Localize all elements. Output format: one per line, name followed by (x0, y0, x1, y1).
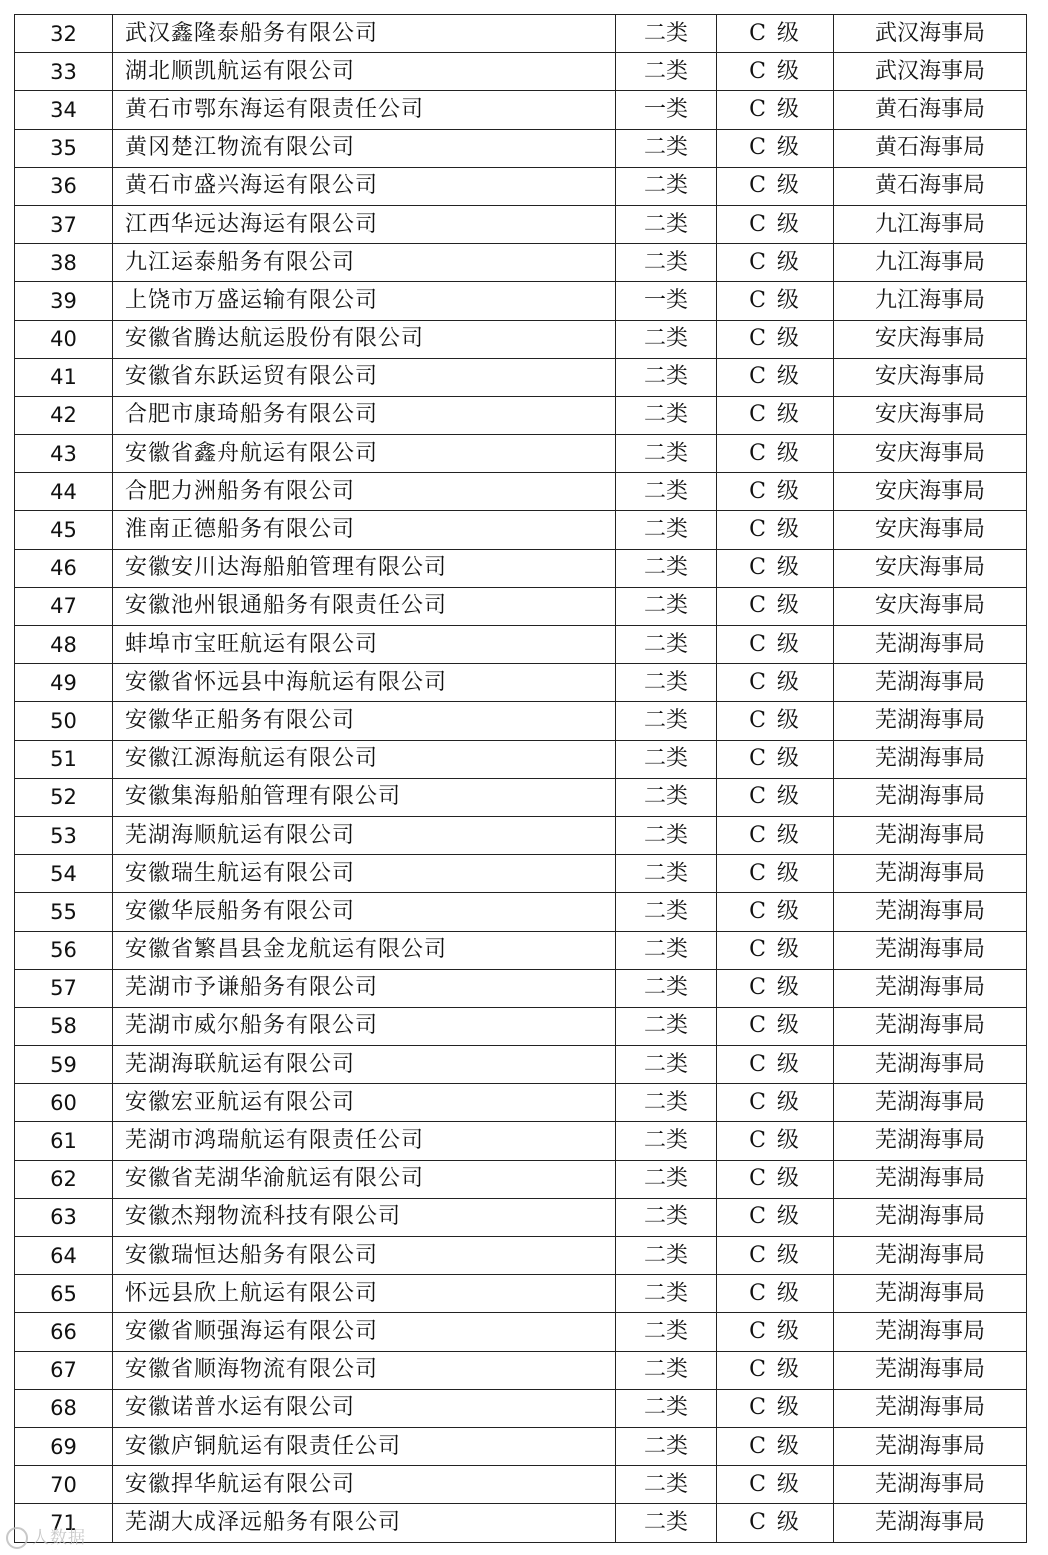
bureau-cell: 芜湖海事局 (834, 1427, 1027, 1465)
company-name: 安徽华辰船务有限公司 (113, 893, 616, 931)
company-name: 芜湖海联航运有限公司 (113, 1046, 616, 1084)
table-row (15, 282, 1027, 320)
grade-cell: C 级 (717, 1198, 834, 1236)
row-number: 67 (15, 1351, 113, 1389)
table-row (15, 91, 1027, 129)
bureau-cell: 芜湖海事局 (834, 1389, 1027, 1427)
bureau-cell: 安庆海事局 (834, 473, 1027, 511)
category-cell: 二类 (616, 320, 717, 358)
category-cell: 二类 (616, 473, 717, 511)
row-number: 70 (15, 1466, 113, 1504)
row-number: 60 (15, 1084, 113, 1122)
table-row (15, 1046, 1027, 1084)
row-number: 64 (15, 1237, 113, 1275)
row-number: 36 (15, 167, 113, 205)
table-row (15, 396, 1027, 434)
category-cell: 二类 (616, 1237, 717, 1275)
grade-cell: C 级 (717, 1275, 834, 1313)
company-name: 安徽省顺海物流有限公司 (113, 1351, 616, 1389)
table-row (15, 1313, 1027, 1351)
row-number: 52 (15, 778, 113, 816)
bureau-cell: 九江海事局 (834, 205, 1027, 243)
row-number: 55 (15, 893, 113, 931)
row-number: 41 (15, 358, 113, 396)
grade-cell: C 级 (717, 1007, 834, 1045)
row-number: 57 (15, 969, 113, 1007)
grade-cell: C 级 (717, 1160, 834, 1198)
category-cell: 二类 (616, 778, 717, 816)
table-row (15, 511, 1027, 549)
grade-cell: C 级 (717, 893, 834, 931)
company-name: 合肥市康琦船务有限公司 (113, 396, 616, 434)
category-cell: 二类 (616, 1007, 717, 1045)
row-number: 62 (15, 1160, 113, 1198)
category-cell: 二类 (616, 1427, 717, 1465)
row-number: 37 (15, 205, 113, 243)
row-number: 40 (15, 320, 113, 358)
bureau-cell: 芜湖海事局 (834, 1007, 1027, 1045)
category-cell: 二类 (616, 15, 717, 53)
table-row (15, 53, 1027, 91)
category-cell: 二类 (616, 931, 717, 969)
watermark-logo-icon (6, 1527, 28, 1549)
grade-cell: C 级 (717, 587, 834, 625)
company-name: 合肥力洲船务有限公司 (113, 473, 616, 511)
company-name: 安徽诺普水运有限公司 (113, 1389, 616, 1427)
row-number: 42 (15, 396, 113, 434)
bureau-cell: 芜湖海事局 (834, 1466, 1027, 1504)
row-number: 45 (15, 511, 113, 549)
company-name: 安徽省腾达航运股份有限公司 (113, 320, 616, 358)
category-cell: 二类 (616, 1389, 717, 1427)
table-row (15, 358, 1027, 396)
company-name: 九江运泰船务有限公司 (113, 244, 616, 282)
grade-cell: C 级 (717, 1351, 834, 1389)
grade-cell: C 级 (717, 1237, 834, 1275)
row-number: 66 (15, 1313, 113, 1351)
company-name: 安徽庐铜航运有限责任公司 (113, 1427, 616, 1465)
bureau-cell: 芜湖海事局 (834, 1046, 1027, 1084)
category-cell: 二类 (616, 893, 717, 931)
company-name: 安徽江源海航运有限公司 (113, 740, 616, 778)
row-number: 71 (15, 1504, 113, 1542)
category-cell: 二类 (616, 1198, 717, 1236)
table-row (15, 1427, 1027, 1465)
bureau-cell: 芜湖海事局 (834, 1275, 1027, 1313)
category-cell: 二类 (616, 664, 717, 702)
category-cell: 一类 (616, 91, 717, 129)
category-cell: 二类 (616, 167, 717, 205)
table-row (15, 816, 1027, 854)
grade-cell: C 级 (717, 1313, 834, 1351)
grade-cell: C 级 (717, 626, 834, 664)
company-name: 芜湖市威尔船务有限公司 (113, 1007, 616, 1045)
company-name: 芜湖海顺航运有限公司 (113, 816, 616, 854)
bureau-cell: 芜湖海事局 (834, 1122, 1027, 1160)
bureau-cell: 黄石海事局 (834, 167, 1027, 205)
bureau-cell: 芜湖海事局 (834, 1351, 1027, 1389)
company-name: 安徽安川达海船舶管理有限公司 (113, 549, 616, 587)
table-row (15, 587, 1027, 625)
company-name: 安徽池州银通船务有限责任公司 (113, 587, 616, 625)
bureau-cell: 芜湖海事局 (834, 893, 1027, 931)
grade-cell: C 级 (717, 358, 834, 396)
category-cell: 二类 (616, 1046, 717, 1084)
table-row (15, 1122, 1027, 1160)
grade-cell: C 级 (717, 1084, 834, 1122)
bureau-cell: 芜湖海事局 (834, 1160, 1027, 1198)
company-name: 怀远县欣上航运有限公司 (113, 1275, 616, 1313)
row-number: 35 (15, 129, 113, 167)
company-name: 上饶市万盛运输有限公司 (113, 282, 616, 320)
bureau-cell: 芜湖海事局 (834, 969, 1027, 1007)
bureau-cell: 芜湖海事局 (834, 1198, 1027, 1236)
category-cell: 二类 (616, 702, 717, 740)
row-number: 63 (15, 1198, 113, 1236)
bureau-cell: 芜湖海事局 (834, 1237, 1027, 1275)
table-row (15, 1351, 1027, 1389)
bureau-cell: 黄石海事局 (834, 91, 1027, 129)
company-name: 淮南正德船务有限公司 (113, 511, 616, 549)
grade-cell: C 级 (717, 1466, 834, 1504)
bureau-cell: 九江海事局 (834, 244, 1027, 282)
company-name: 江西华远达海运有限公司 (113, 205, 616, 243)
company-name: 蚌埠市宝旺航运有限公司 (113, 626, 616, 664)
grade-cell: C 级 (717, 396, 834, 434)
row-number: 59 (15, 1046, 113, 1084)
grade-cell: C 级 (717, 205, 834, 243)
category-cell: 二类 (616, 969, 717, 1007)
table-row (15, 129, 1027, 167)
watermark (6, 1523, 86, 1549)
category-cell: 二类 (616, 1351, 717, 1389)
company-name: 芜湖市予谦船务有限公司 (113, 969, 616, 1007)
category-cell: 二类 (616, 396, 717, 434)
table-row (15, 855, 1027, 893)
bureau-cell: 芜湖海事局 (834, 664, 1027, 702)
grade-cell: C 级 (717, 816, 834, 854)
company-name: 安徽省鑫舟航运有限公司 (113, 435, 616, 473)
table-row (15, 1389, 1027, 1427)
row-number: 53 (15, 816, 113, 854)
table-row (15, 244, 1027, 282)
row-number: 61 (15, 1122, 113, 1160)
grade-cell: C 级 (717, 282, 834, 320)
table-row (15, 969, 1027, 1007)
table-row (15, 1007, 1027, 1045)
table-row (15, 167, 1027, 205)
row-number: 56 (15, 931, 113, 969)
grade-cell: C 级 (717, 167, 834, 205)
grade-cell: C 级 (717, 129, 834, 167)
company-name: 黄石市盛兴海运有限公司 (113, 167, 616, 205)
grade-cell: C 级 (717, 1046, 834, 1084)
grade-cell: C 级 (717, 931, 834, 969)
bureau-cell: 芜湖海事局 (834, 740, 1027, 778)
category-cell: 二类 (616, 244, 717, 282)
grade-cell: C 级 (717, 664, 834, 702)
grade-cell: C 级 (717, 702, 834, 740)
watermark-text: 人数据 (32, 1528, 86, 1548)
grade-cell: C 级 (717, 473, 834, 511)
category-cell: 二类 (616, 1122, 717, 1160)
row-number: 32 (15, 15, 113, 53)
grade-cell: C 级 (717, 1122, 834, 1160)
grade-cell: C 级 (717, 244, 834, 282)
bureau-cell: 武汉海事局 (834, 15, 1027, 53)
company-name: 湖北顺凯航运有限公司 (113, 53, 616, 91)
table-row (15, 549, 1027, 587)
company-name: 安徽瑞恒达船务有限公司 (113, 1237, 616, 1275)
company-name: 安徽捍华航运有限公司 (113, 1466, 616, 1504)
table-row (15, 778, 1027, 816)
category-cell: 二类 (616, 855, 717, 893)
company-name: 安徽集海船舶管理有限公司 (113, 778, 616, 816)
company-name: 安徽瑞生航运有限公司 (113, 855, 616, 893)
table-row (15, 893, 1027, 931)
company-name: 安徽宏亚航运有限公司 (113, 1084, 616, 1122)
grade-cell: C 级 (717, 549, 834, 587)
grade-cell: C 级 (717, 1504, 834, 1542)
grade-cell: C 级 (717, 778, 834, 816)
bureau-cell: 黄石海事局 (834, 129, 1027, 167)
grade-cell: C 级 (717, 855, 834, 893)
bureau-cell: 芜湖海事局 (834, 1504, 1027, 1542)
bureau-cell: 芜湖海事局 (834, 626, 1027, 664)
category-cell: 二类 (616, 549, 717, 587)
row-number: 65 (15, 1275, 113, 1313)
bureau-cell: 安庆海事局 (834, 320, 1027, 358)
category-cell: 二类 (616, 587, 717, 625)
grade-cell: C 级 (717, 320, 834, 358)
bureau-cell: 芜湖海事局 (834, 778, 1027, 816)
company-rating-table (14, 14, 1027, 1543)
grade-cell: C 级 (717, 969, 834, 1007)
bureau-cell: 芜湖海事局 (834, 855, 1027, 893)
table-row (15, 1160, 1027, 1198)
bureau-cell: 芜湖海事局 (834, 931, 1027, 969)
row-number: 47 (15, 587, 113, 625)
company-name: 安徽省东跃运贸有限公司 (113, 358, 616, 396)
table-row (15, 626, 1027, 664)
table-row (15, 205, 1027, 243)
row-number: 69 (15, 1427, 113, 1465)
bureau-cell: 安庆海事局 (834, 435, 1027, 473)
table-row (15, 1237, 1027, 1275)
category-cell: 二类 (616, 816, 717, 854)
category-cell: 二类 (616, 358, 717, 396)
grade-cell: C 级 (717, 435, 834, 473)
table-row (15, 320, 1027, 358)
row-number: 54 (15, 855, 113, 893)
company-name: 安徽华正船务有限公司 (113, 702, 616, 740)
bureau-cell: 安庆海事局 (834, 396, 1027, 434)
table-row (15, 435, 1027, 473)
grade-cell: C 级 (717, 15, 834, 53)
bureau-cell: 安庆海事局 (834, 549, 1027, 587)
table-row (15, 1466, 1027, 1504)
category-cell: 二类 (616, 740, 717, 778)
category-cell: 二类 (616, 1160, 717, 1198)
company-name: 安徽杰翔物流科技有限公司 (113, 1198, 616, 1236)
row-number: 68 (15, 1389, 113, 1427)
category-cell: 二类 (616, 626, 717, 664)
bureau-cell: 芜湖海事局 (834, 702, 1027, 740)
grade-cell: C 级 (717, 53, 834, 91)
category-cell: 二类 (616, 1504, 717, 1542)
category-cell: 一类 (616, 282, 717, 320)
company-name: 安徽省芜湖华渝航运有限公司 (113, 1160, 616, 1198)
company-name: 武汉鑫隆泰船务有限公司 (113, 15, 616, 53)
category-cell: 二类 (616, 1466, 717, 1504)
row-number: 48 (15, 626, 113, 664)
row-number: 33 (15, 53, 113, 91)
grade-cell: C 级 (717, 740, 834, 778)
row-number: 34 (15, 91, 113, 129)
bureau-cell: 芜湖海事局 (834, 1084, 1027, 1122)
category-cell: 二类 (616, 435, 717, 473)
bureau-cell: 芜湖海事局 (834, 816, 1027, 854)
grade-cell: C 级 (717, 91, 834, 129)
bureau-cell: 安庆海事局 (834, 587, 1027, 625)
table-row (15, 664, 1027, 702)
row-number: 58 (15, 1007, 113, 1045)
bureau-cell: 安庆海事局 (834, 358, 1027, 396)
row-number: 38 (15, 244, 113, 282)
grade-cell: C 级 (717, 1389, 834, 1427)
category-cell: 二类 (616, 511, 717, 549)
row-number: 51 (15, 740, 113, 778)
row-number: 43 (15, 435, 113, 473)
bureau-cell: 武汉海事局 (834, 53, 1027, 91)
table-body (15, 15, 1027, 1543)
table-row (15, 702, 1027, 740)
row-number: 44 (15, 473, 113, 511)
category-cell: 二类 (616, 205, 717, 243)
row-number: 50 (15, 702, 113, 740)
table-row (15, 931, 1027, 969)
company-name: 安徽省繁昌县金龙航运有限公司 (113, 931, 616, 969)
company-name: 芜湖大成泽远船务有限公司 (113, 1504, 616, 1542)
bureau-cell: 九江海事局 (834, 282, 1027, 320)
category-cell: 二类 (616, 1275, 717, 1313)
category-cell: 二类 (616, 53, 717, 91)
table-row (15, 473, 1027, 511)
table-row (15, 15, 1027, 53)
company-name: 黄石市鄂东海运有限责任公司 (113, 91, 616, 129)
company-name: 安徽省顺强海运有限公司 (113, 1313, 616, 1351)
table-row (15, 1198, 1027, 1236)
grade-cell: C 级 (717, 1427, 834, 1465)
company-name: 黄冈楚江物流有限公司 (113, 129, 616, 167)
row-number: 49 (15, 664, 113, 702)
row-number: 46 (15, 549, 113, 587)
company-name: 芜湖市鸿瑞航运有限责任公司 (113, 1122, 616, 1160)
table-row (15, 1504, 1027, 1542)
table-row (15, 1275, 1027, 1313)
grade-cell: C 级 (717, 511, 834, 549)
bureau-cell: 芜湖海事局 (834, 1313, 1027, 1351)
row-number: 39 (15, 282, 113, 320)
table-row (15, 1084, 1027, 1122)
company-name: 安徽省怀远县中海航运有限公司 (113, 664, 616, 702)
category-cell: 二类 (616, 129, 717, 167)
category-cell: 二类 (616, 1084, 717, 1122)
category-cell: 二类 (616, 1313, 717, 1351)
bureau-cell: 安庆海事局 (834, 511, 1027, 549)
table-row (15, 740, 1027, 778)
